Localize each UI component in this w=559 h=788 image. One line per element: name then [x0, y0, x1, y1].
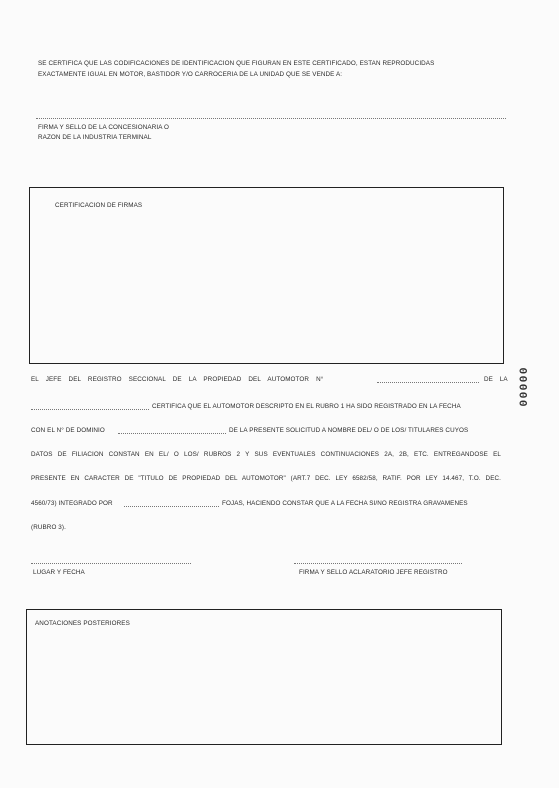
registry-number-field[interactable] — [377, 382, 479, 383]
registry-text-3a: CON EL N° DE DOMINIO — [31, 427, 105, 434]
registry-text-2: CERTIFICA QUE EL AUTOMOTOR DESCRIPTO EN EL RUBRO 1 HA SIDO REGISTRADO EN LA FECHA — [152, 403, 461, 410]
domain-number-field[interactable] — [118, 433, 226, 434]
folios-count-field[interactable] — [124, 506, 219, 507]
registry-text-5: PRESENTE EN CARACTER DE "TITULO DE PROPIEDAD DEL AUTOMOTOR" (ART.7 DEC. LEY 6582/58, RATIF. POR LEY 14.467, T.O. DEC. — [31, 475, 501, 482]
serial-number: 00000 — [519, 366, 531, 407]
registry-text-6a: 4560/73) INTEGRADO POR — [31, 500, 113, 507]
signature-line-dealer — [36, 118, 506, 119]
registry-text-6b: FOJAS, HACIENDO CONSTAR QUE A LA FECHA SI/NO REGISTRA GRAVAMENES — [222, 500, 468, 507]
signature-certification-box — [29, 187, 504, 364]
chief-signature-label: FIRMA Y SELLO ACLARATORIO JEFE REGISTRO — [299, 569, 448, 576]
signature-certification-title: CERTIFICACION DE FIRMAS — [55, 202, 143, 209]
dealer-signature-label-2: RAZON DE LA INDUSTRIA TERMINAL — [38, 134, 152, 141]
registry-text-3b: DE LA PRESENTE SOLICITUD A NOMBRE DEL/ O DE LOS/ TITULARES CUYOS — [229, 427, 469, 434]
chief-signature-line[interactable] — [294, 563, 462, 564]
annotations-box — [26, 609, 502, 745]
place-date-label: LUGAR Y FECHA — [33, 569, 85, 576]
place-date-line[interactable] — [31, 563, 191, 564]
registry-text-7: (RUBRO 3). — [31, 524, 66, 531]
annotations-title: ANOTACIONES POSTERIORES — [35, 620, 130, 627]
certification-text-line-2: EXACTAMENTE IGUAL EN MOTOR, BASTIDOR Y/O CARROCERIA DE LA UNIDAD QUE SE VENDE A: — [38, 71, 343, 78]
registry-text-4: DATOS DE FILIACION CONSTAN EN EL/ O LOS/ RUBROS 2 Y SUS EVENTUALES CONTINUACIONES 2A, 2B, ETC. ENTREGANDOSE EL — [31, 451, 501, 458]
dealer-signature-label-1: FIRMA Y SELLO DE LA CONCESIONARIA O — [38, 124, 169, 131]
certification-text-line-1: SE CERTIFICA QUE LAS CODIFICACIONES DE IDENTIFICACION QUE FIGURAN EN ESTE CERTIFICADO, ESTAN REPRODUCIDAS — [38, 60, 435, 67]
registry-text-1a: EL JEFE DEL REGISTRO SECCIONAL DE LA PROPIEDAD DEL AUTOMOTOR N° — [31, 376, 324, 383]
registry-text-1b: DE LA — [484, 376, 508, 383]
registry-location-field[interactable] — [31, 409, 149, 410]
